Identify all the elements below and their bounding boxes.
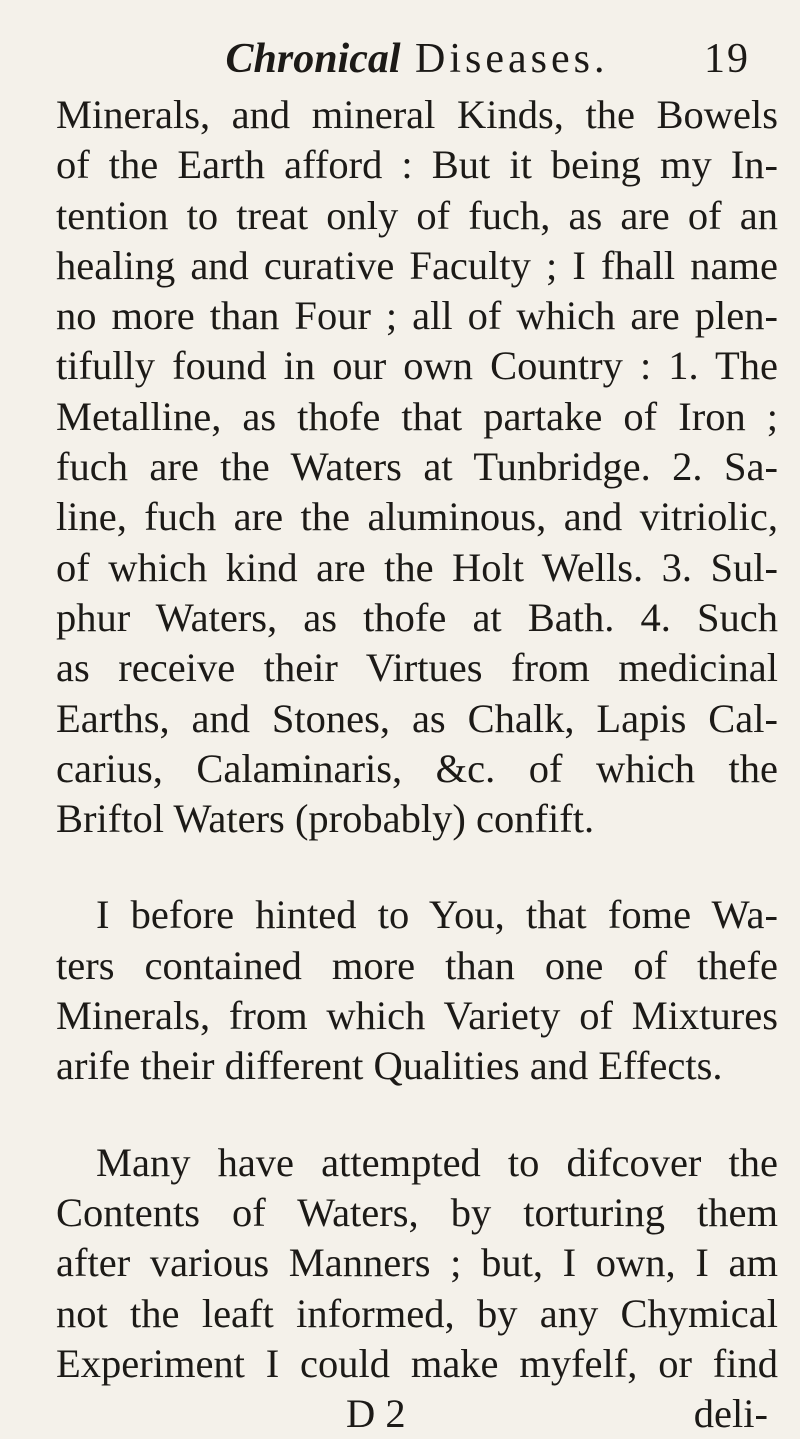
page-number: 19 — [704, 36, 750, 82]
text-line: not the leaft informed, by any Chymical — [56, 1290, 778, 1336]
running-head-title-italic: Chronical — [225, 36, 401, 82]
text-line: of which kind are the Holt Wells. 3. Sul- — [56, 544, 778, 590]
text-line: carius, Calaminaris, &c. of which the — [56, 745, 778, 791]
signature-mark: D 2 — [346, 1391, 406, 1437]
body-text — [56, 90, 778, 1439]
text-line: Briftol Waters (probably) confift. — [56, 796, 595, 842]
text-line: Experiment I could make myfelf, or find — [56, 1340, 778, 1386]
catchword: deli- — [693, 1391, 768, 1437]
text-line: as receive their Virtues from medicinal — [56, 645, 778, 691]
paragraph-break — [56, 844, 778, 890]
text-line: of the Earth afford : But it being my In- — [56, 142, 778, 188]
text-line: Many have attempted to difcover the — [96, 1139, 778, 1185]
text-line: Minerals, from which Variety of Mixtures — [56, 993, 778, 1039]
text-line: after various Manners ; but, I own, I am — [56, 1240, 778, 1286]
page-footer — [56, 1389, 778, 1439]
text-line: ters contained more than one of thefe — [56, 942, 778, 988]
text-line: Metalline, as thofe that partake of Iron ; — [56, 393, 778, 439]
text-line: line, fuch are the aluminous, and vitriolic, — [56, 494, 778, 540]
running-head — [56, 28, 778, 90]
text-line: Minerals, and mineral Kinds, the Bowels — [56, 92, 778, 137]
text-line: no more than Four ; all of which are plen- — [56, 293, 778, 339]
text-line: arife their different Qualities and Effects. — [56, 1043, 723, 1089]
text-line: phur Waters, as thofe at Bath. 4. Such — [56, 594, 778, 640]
text-line: tention to treat only of fuch, as are of an — [56, 192, 778, 238]
text-line: I before hinted to You, that fome Wa- — [96, 892, 778, 938]
text-line: fuch are the Waters at Tunbridge. 2. Sa- — [56, 444, 778, 490]
text-line: Earths, and Stones, as Chalk, Lapis Cal- — [56, 695, 778, 741]
running-head-title-caps: Diseases. — [400, 36, 609, 82]
paragraph-break — [56, 1092, 778, 1138]
text-line: healing and curative Faculty ; I fhall name — [56, 242, 778, 288]
text-line: tifully found in our own Country : 1. The — [56, 343, 778, 389]
text-line: Contents of Waters, by torturing them — [56, 1189, 778, 1235]
